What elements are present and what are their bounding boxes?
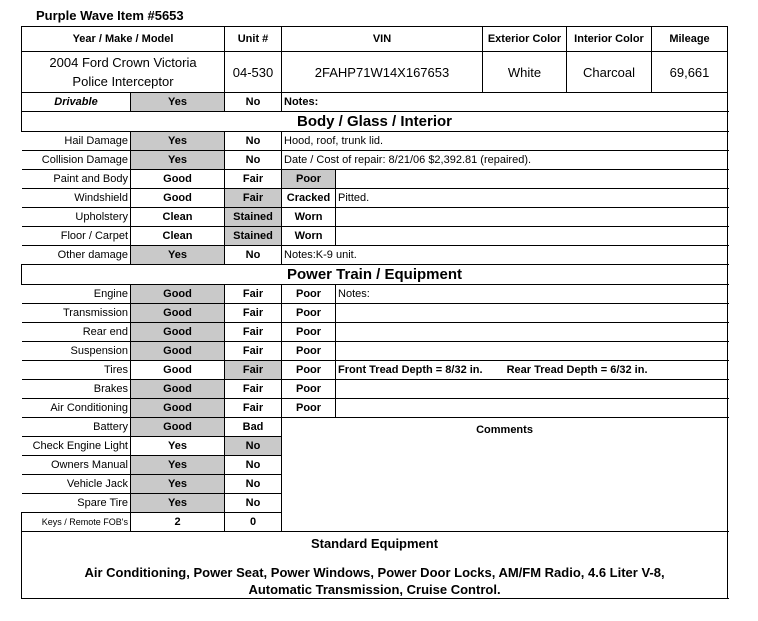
row-label: Spare Tire	[22, 494, 131, 513]
standard-equipment-line1: Air Conditioning, Power Seat, Power Windows, Power Door Locks, AM/FM Radio, 4.6 Liter V-8,	[84, 565, 665, 580]
option-2: No	[225, 456, 282, 475]
option-1: Good	[131, 170, 225, 189]
option-2: Bad	[225, 418, 282, 437]
option-2: No	[225, 132, 282, 151]
option-1: Good	[131, 399, 225, 418]
power-row-suspension	[22, 342, 728, 361]
row-label: Hail Damage	[22, 132, 131, 151]
row-label: Keys / Remote FOB's	[22, 513, 131, 532]
option-2: Fair	[225, 323, 282, 342]
option-1: Good	[131, 285, 225, 304]
option-2: Fair	[225, 304, 282, 323]
row-note: Notes:	[336, 285, 728, 304]
option-2: Stained	[225, 227, 282, 246]
option-3: Poor	[282, 323, 336, 342]
page-title: Purple Wave Item #5653	[36, 8, 184, 23]
option-2: Fair	[225, 361, 282, 380]
option-2: No	[225, 437, 282, 456]
equip-row-battery	[22, 418, 728, 437]
row-note	[336, 170, 728, 189]
body-row-windshield	[22, 189, 728, 208]
drivable-no: No	[225, 93, 282, 112]
row-label: Tires	[22, 361, 131, 380]
power-row-ac	[22, 399, 728, 418]
option-1: Yes	[131, 437, 225, 456]
option-2: No	[225, 151, 282, 170]
option-1: Good	[131, 342, 225, 361]
body-row-floor	[22, 227, 728, 246]
row-label: Vehicle Jack	[22, 475, 131, 494]
rear-tread-depth: Rear Tread Depth = 6/32 in.	[506, 363, 648, 376]
power-row-rear-end	[22, 323, 728, 342]
option-1: Yes	[131, 151, 225, 170]
power-row-engine	[22, 285, 728, 304]
option-2: 0	[225, 513, 282, 532]
option-3: Cracked	[282, 189, 336, 208]
row-label: Air Conditioning	[22, 399, 131, 418]
option-1: Clean	[131, 208, 225, 227]
vin-value: 2FAHP71W14X167653	[282, 52, 483, 93]
row-note: Hood, roof, trunk lid.	[282, 132, 728, 151]
option-1: Clean	[131, 227, 225, 246]
body-row-other	[22, 246, 728, 265]
option-3: Poor	[282, 170, 336, 189]
option-1: Yes	[131, 246, 225, 265]
ymm-header: Year / Make / Model	[22, 27, 225, 52]
front-tread-depth: Front Tread Depth = 8/32 in.	[338, 363, 483, 376]
row-label: Engine	[22, 285, 131, 304]
option-3: Poor	[282, 304, 336, 323]
body-row-hail	[22, 132, 728, 151]
row-note: Date / Cost of repair: 8/21/06 $2,392.81 (repaired).	[282, 151, 728, 170]
option-2: Stained	[225, 208, 282, 227]
option-3: Worn	[282, 208, 336, 227]
drivable-row	[22, 93, 728, 112]
option-1: Yes	[131, 132, 225, 151]
option-1: 2	[131, 513, 225, 532]
standard-equipment-line2: Automatic Transmission, Cruise Control.	[248, 582, 501, 597]
interior-value: Charcoal	[567, 52, 652, 93]
unit-header: Unit #	[225, 27, 282, 52]
drivable-notes: Notes:	[282, 93, 728, 112]
row-note	[336, 399, 728, 418]
option-2: Fair	[225, 380, 282, 399]
row-label: Other damage	[22, 246, 131, 265]
row-label: Suspension	[22, 342, 131, 361]
row-label: Check Engine Light	[22, 437, 131, 456]
row-note	[336, 227, 728, 246]
option-2: Fair	[225, 285, 282, 304]
row-label: Rear end	[22, 323, 131, 342]
body-section-title: Body / Glass / Interior	[22, 112, 728, 132]
standard-equipment-title: Standard Equipment	[310, 536, 439, 551]
option-3: Poor	[282, 285, 336, 304]
option-1: Good	[131, 418, 225, 437]
row-note	[336, 342, 728, 361]
row-note	[336, 304, 728, 323]
option-2: Fair	[225, 189, 282, 208]
option-1: Yes	[131, 456, 225, 475]
row-label: Windshield	[22, 189, 131, 208]
unit-value: 04-530	[225, 52, 282, 93]
ymm-line1: 2004 Ford Crown Victoria	[49, 55, 197, 70]
row-label: Floor / Carpet	[22, 227, 131, 246]
standard-equipment-row	[22, 532, 728, 599]
option-3: Poor	[282, 342, 336, 361]
header-row	[22, 27, 728, 52]
power-row-brakes	[22, 380, 728, 399]
row-note: Pitted.	[336, 189, 728, 208]
comments-box	[282, 418, 728, 532]
row-label: Paint and Body	[22, 170, 131, 189]
exterior-value: White	[483, 52, 567, 93]
option-3: Poor	[282, 361, 336, 380]
option-2: Fair	[225, 170, 282, 189]
row-label: Transmission	[22, 304, 131, 323]
vin-header: VIN	[282, 27, 483, 52]
option-2: No	[225, 494, 282, 513]
row-note	[336, 380, 728, 399]
option-2: Fair	[225, 342, 282, 361]
vehicle-row	[22, 52, 728, 93]
option-1: Yes	[131, 494, 225, 513]
mileage-value: 69,661	[652, 52, 728, 93]
option-3: Poor	[282, 399, 336, 418]
option-2: No	[225, 475, 282, 494]
interior-header: Interior Color	[567, 27, 652, 52]
option-1: Good	[131, 189, 225, 208]
standard-equipment-box	[22, 532, 728, 599]
option-1: Good	[131, 304, 225, 323]
option-1: Yes	[131, 475, 225, 494]
body-section-title-row	[22, 112, 728, 132]
option-1: Good	[131, 323, 225, 342]
row-note	[336, 208, 728, 227]
option-3: Worn	[282, 227, 336, 246]
option-3: Poor	[282, 380, 336, 399]
power-section-title-row	[22, 265, 728, 285]
row-note: Notes:K-9 unit.	[282, 246, 728, 265]
option-2: No	[225, 246, 282, 265]
drivable-yes: Yes	[131, 93, 225, 112]
option-1: Good	[131, 380, 225, 399]
option-2: Fair	[225, 399, 282, 418]
drivable-label: Drivable	[22, 93, 131, 112]
row-label: Collision Damage	[22, 151, 131, 170]
power-section-title: Power Train / Equipment	[22, 265, 728, 285]
row-label: Owners Manual	[22, 456, 131, 475]
row-label: Brakes	[22, 380, 131, 399]
comments-label: Comments	[476, 424, 533, 436]
exterior-header: Exterior Color	[483, 27, 567, 52]
row-label: Upholstery	[22, 208, 131, 227]
body-row-upholstery	[22, 208, 728, 227]
mileage-header: Mileage	[652, 27, 728, 52]
row-label: Battery	[22, 418, 131, 437]
tread-depth-cell	[336, 361, 728, 380]
ymm-cell	[22, 52, 225, 93]
row-note	[336, 323, 728, 342]
inspection-table	[21, 26, 728, 599]
power-row-transmission	[22, 304, 728, 323]
body-row-collision	[22, 151, 728, 170]
ymm-line2: Police Interceptor	[72, 74, 174, 89]
option-1: Good	[131, 361, 225, 380]
body-row-paint	[22, 170, 728, 189]
power-row-tires	[22, 361, 728, 380]
